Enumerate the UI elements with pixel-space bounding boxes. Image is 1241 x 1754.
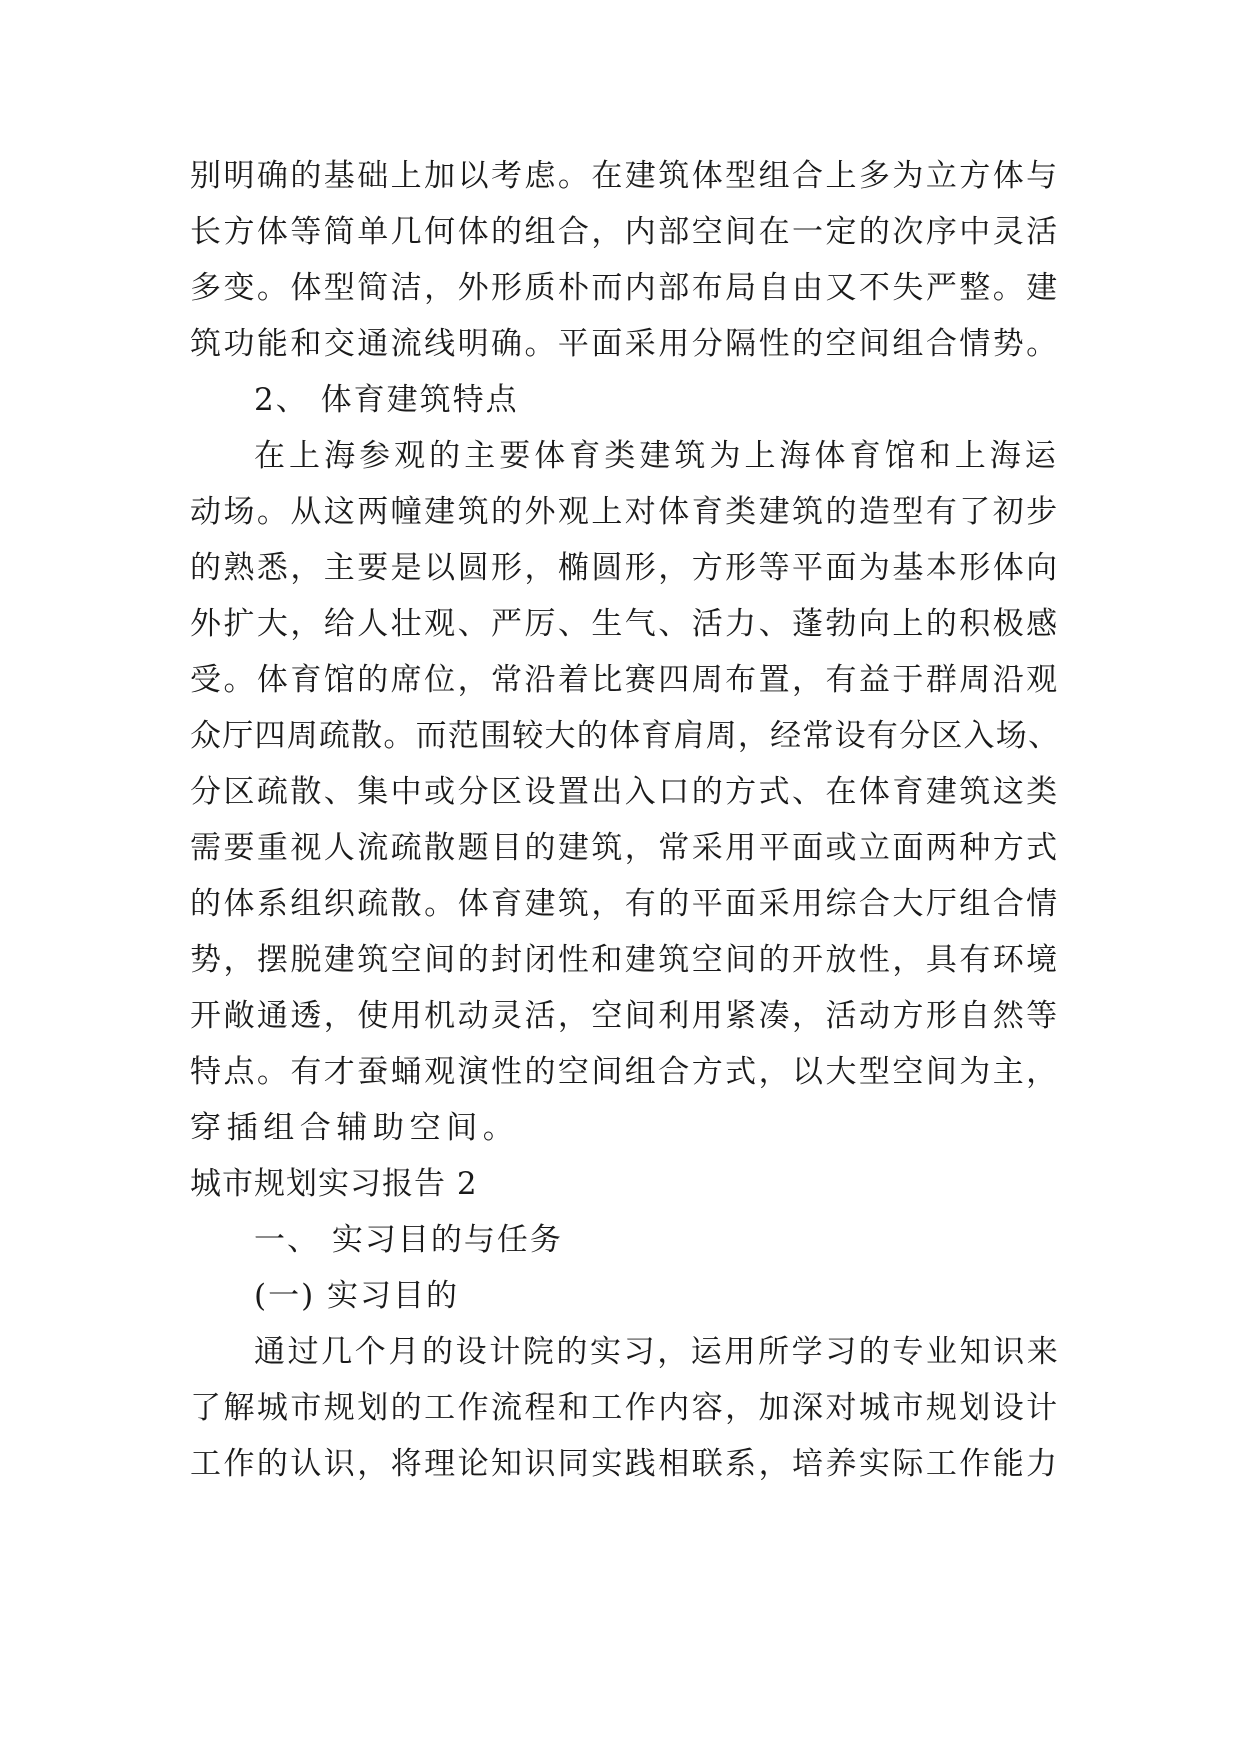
- text-line: 众厅四周疏散。而范围较大的体育肩周，经常设有分区入场、: [190, 718, 1061, 754]
- text-line: 穿插组合辅助空间。: [190, 1110, 520, 1146]
- text-line: 别明确的基础上加以考虑。在建筑体型组合上多为立方体与: [190, 158, 1060, 194]
- text-line: 了解城市规划的工作流程和工作内容，加深对城市规划设计: [190, 1390, 1060, 1426]
- text-line: 工作的认识，将理论知识同实践相联系，培养实际工作能力: [190, 1446, 1060, 1482]
- text-line: 分区疏散、集中或分区设置出入口的方式、在体育建筑这类: [190, 774, 1060, 810]
- section-heading: 一、 实习目的与任务: [254, 1222, 563, 1258]
- text-line: 筑功能和交通流线明确。平面采用分隔性的空间组合情势。: [190, 326, 1060, 362]
- subsection-heading: (一) 实习目的: [254, 1278, 460, 1314]
- text-line: 的熟悉，主要是以圆形，椭圆形，方形等平面为基本形体向: [190, 550, 1060, 586]
- text-line: 需要重视人流疏散题目的建筑，常采用平面或立面两种方式: [190, 830, 1060, 866]
- text-line: 通过几个月的设计院的实习，运用所学习的专业知识来: [254, 1334, 1061, 1370]
- text-line: 长方体等简单几何体的组合，内部空间在一定的次序中灵活: [190, 214, 1060, 250]
- text-line: 在上海参观的主要体育类建筑为上海体育馆和上海运: [254, 438, 1060, 474]
- text-line: 开敞通透，使用机动灵活，空间利用紧凑，活动方形自然等: [190, 998, 1060, 1034]
- text-line: 特点。有才蚕蛹观演性的空间组合方式，以大型空间为主，: [190, 1054, 1060, 1090]
- text-line: 外扩大，给人壮观、严厉、生气、活力、蓬勃向上的积极感: [190, 606, 1060, 642]
- text-line: 势，摆脱建筑空间的封闭性和建筑空间的开放性，具有环境: [190, 942, 1060, 978]
- section-heading: 2、 体育建筑特点: [254, 382, 519, 418]
- text-line: 动场。从这两幢建筑的外观上对体育类建筑的造型有了初步: [190, 494, 1060, 530]
- text-line: 受。体育馆的席位，常沿着比赛四周布置，有益于群周沿观: [190, 662, 1060, 698]
- text-line: 多变。体型简洁，外形质朴而内部布局自由又不失严整。建: [190, 270, 1060, 306]
- text-line: 的体系组织疏散。体育建筑，有的平面采用综合大厅组合情: [190, 886, 1060, 922]
- report-title: 城市规划实习报告 2: [190, 1166, 478, 1202]
